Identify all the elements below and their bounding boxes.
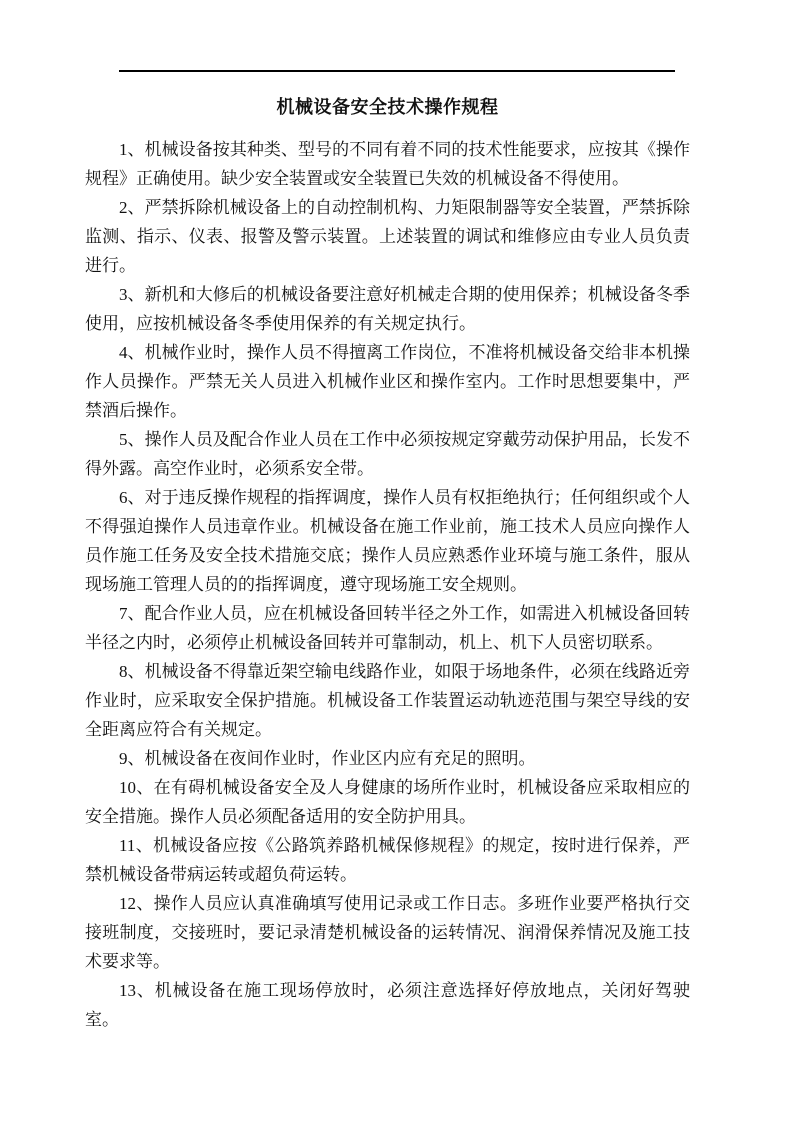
body-paragraph-10: 10、在有碍机械设备安全及人身健康的场所作业时，机械设备应采取相应的安全措施。操作人员必须配备适用的安全防护用具。	[85, 778, 690, 826]
body-paragraph-13: 13、机械设备在施工现场停放时，必须注意选择好停放地点，关闭好驾驶室。	[85, 981, 690, 1029]
body-paragraph-3: 3、新机和大修后的机械设备要注意好机械走合期的使用保养；机械设备冬季使用，应按机械设备冬季使用保养的有关规定执行。	[85, 285, 690, 333]
body-paragraph-12: 12、操作人员应认真准确填写使用记录或工作日志。多班作业要严格执行交接班制度，交接班时，要记录清楚机械设备的运转情况、润滑保养情况及施工技术要求等。	[85, 894, 690, 971]
page-title: 机械设备安全技术操作规程	[276, 97, 499, 117]
body-paragraph-4: 4、机械作业时，操作人员不得擅离工作岗位，不准将机械设备交给非本机操作人员操作。严禁无关人员进入机械作业区和操作室内。工作时思想要集中，严禁酒后操作。	[85, 343, 690, 420]
body-paragraph-6: 6、对于违反操作规程的指挥调度，操作人员有权拒绝执行；任何组织或个人不得强迫操作人员违章作业。机械设备在施工作业前，施工技术人员应向操作人员作施工任务及安全技术措施交底；操作人员应熟悉作业环境与施工条件，服从现场施工管理人员的的指挥调度，遵守现场施工安全规则。	[85, 488, 690, 594]
document-content	[85, 0, 690, 1034]
body-paragraph-1: 1、机械设备按其种类、型号的不同有着不同的技术性能要求，应按其《操作规程》正确使用。缺少安全装置或安全装置已失效的机械设备不得使用。	[85, 140, 690, 188]
body-paragraph-8: 8、机械设备不得靠近架空输电线路作业，如限于场地条件，必须在线路近旁作业时，应采取安全保护措施。机械设备工作装置运动轨迹范围与架空导线的安全距离应符合有关规定。	[85, 662, 690, 739]
body-paragraph-11: 11、机械设备应按《公路筑养路机械保修规程》的规定，按时进行保养，严禁机械设备带病运转或超负荷运转。	[85, 836, 690, 884]
body-paragraph-5: 5、操作人员及配合作业人员在工作中必须按规定穿戴劳动保护用品，长发不得外露。高空作业时，必须系安全带。	[85, 430, 690, 478]
body-paragraph-9: 9、机械设备在夜间作业时，作业区内应有充足的照明。	[119, 749, 536, 768]
body-paragraph-2: 2、严禁拆除机械设备上的自动控制机构、力矩限制器等安全装置，严禁拆除监测、指示、仪表、报警及警示装置。上述装置的调试和维修应由专业人员负责进行。	[85, 198, 690, 275]
body-paragraph-7: 7、配合作业人员，应在机械设备回转半径之外工作，如需进入机械设备回转半径之内时，必须停止机械设备回转并可靠制动，机上、机下人员密切联系。	[85, 604, 690, 652]
